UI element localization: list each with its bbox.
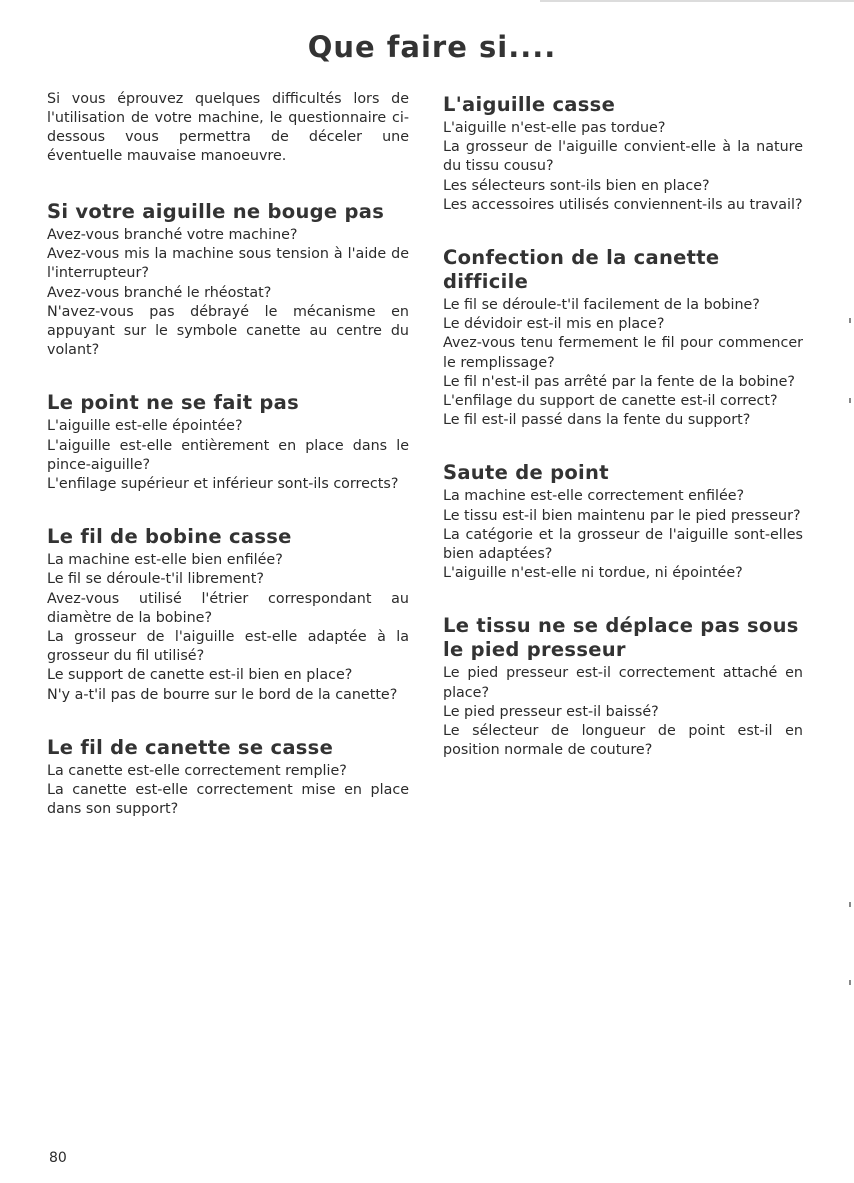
section-heading: L'aiguille casse xyxy=(443,93,616,116)
question-line: N'avez-vous pas débrayé le mécanisme en appuyant sur le symbole canette au centre du volant? xyxy=(47,303,409,359)
question-line: Le pied presseur est-il correctement attaché en place? xyxy=(443,665,803,701)
question-line: L'aiguille n'est-elle pas tordue? xyxy=(443,120,666,136)
right-column xyxy=(443,93,803,791)
question-line: Le fil est-il passé dans la fente du support? xyxy=(443,412,751,429)
question-line: Avez-vous utilisé l'étrier correspondant au diamètre de la bobine? xyxy=(47,590,409,626)
section-heading: Le fil de canette se casse xyxy=(47,735,334,759)
section-aiguille-ne-bouge-pas xyxy=(47,200,409,360)
question-line: L'enfilage supérieur et inférieur sont-ils corrects? xyxy=(47,476,399,493)
section-heading: Confection de la canette difficile xyxy=(443,246,720,294)
question-line: Le fil se déroule-t'il librement? xyxy=(47,571,264,588)
question-line: La canette est-elle correctement mise en place dans son support? xyxy=(47,782,409,818)
section-heading: Saute de point xyxy=(443,461,609,485)
section-fil-de-canette-casse xyxy=(47,736,409,820)
question-line: Les accessoires utilisés conviennent-ils au travail? xyxy=(443,196,803,213)
section-aiguille-casse xyxy=(443,93,803,215)
question-line: L'aiguille est-elle entièrement en place dans le pince-aiguille? xyxy=(47,437,409,473)
question-line: L'enfilage du support de canette est-il correct? xyxy=(443,393,778,410)
question-line: La machine est-elle bien enfilée? xyxy=(47,552,283,569)
question-line: L'aiguille est-elle épointée? xyxy=(47,418,243,435)
question-line: La machine est-elle correctement enfilée? xyxy=(443,488,745,505)
page-number: 80 xyxy=(49,1150,67,1166)
section-confection-canette xyxy=(443,246,803,430)
section-tissu-ne-se-deplace-pas xyxy=(443,614,803,760)
question-line: Le fil se déroule-t'il facilement de la bobine? xyxy=(443,297,760,314)
left-column xyxy=(47,90,409,850)
question-line: La grosseur de l'aiguille convient-elle à la nature du tissu cousu? xyxy=(443,139,803,175)
section-heading: Le tissu ne se déplace pas sous le pied presseur xyxy=(443,614,799,662)
section-point-ne-se-fait-pas xyxy=(47,391,409,494)
scan-mark xyxy=(849,902,851,907)
section-fil-de-bobine-casse xyxy=(47,525,409,705)
question-line: La catégorie et la grosseur de l'aiguille sont-elles bien adaptées? xyxy=(443,526,803,563)
question-line: Le fil n'est-il pas arrêté par la fente de la bobine? xyxy=(443,373,795,390)
question-line: Avez-vous tenu fermement le fil pour commencer le remplissage? xyxy=(443,335,803,371)
question-line: L'aiguille n'est-elle ni tordue, ni épointée? xyxy=(443,565,743,582)
question-line: Le dévidoir est-il mis en place? xyxy=(443,316,665,333)
intro-paragraph: Si vous éprouvez quelques difficultés lors de l'utilisation de votre machine, le questionnaire ci-dessous vous permettra de déceler une éventuelle mauvaise manoeuvre. xyxy=(47,91,409,164)
scan-mark xyxy=(849,398,851,403)
top-rule xyxy=(540,0,854,2)
section-saute-de-point xyxy=(443,461,803,583)
question-line: Avez-vous branché le rhéostat? xyxy=(47,284,272,301)
question-line: La grosseur de l'aiguille est-elle adaptée à la grosseur du fil utilisé? xyxy=(47,629,409,665)
question-line: Avez-vous branché votre machine? xyxy=(47,227,298,243)
question-line: Le pied presseur est-il baissé? xyxy=(443,703,659,720)
section-heading: Le point ne se fait pas xyxy=(47,391,300,415)
question-line: Le support de canette est-il bien en place? xyxy=(47,667,353,684)
question-line: N'y a-t'il pas de bourre sur le bord de la canette? xyxy=(47,686,398,703)
question-line: La canette est-elle correctement remplie? xyxy=(47,762,347,779)
question-line: Les sélecteurs sont-ils bien en place? xyxy=(443,177,710,194)
question-line: Avez-vous mis la machine sous tension à l'aide de l'interrupteur? xyxy=(47,246,409,282)
question-line: Le sélecteur de longueur de point est-il en position normale de couture? xyxy=(443,723,803,759)
section-heading: Le fil de bobine casse xyxy=(47,525,292,549)
scan-mark xyxy=(849,318,851,323)
page-title: Que faire si.... xyxy=(307,30,557,64)
section-heading: Si votre aiguille ne bouge pas xyxy=(47,200,385,223)
question-line: Le tissu est-il bien maintenu par le pied presseur? xyxy=(443,507,801,524)
scan-mark xyxy=(849,980,851,985)
